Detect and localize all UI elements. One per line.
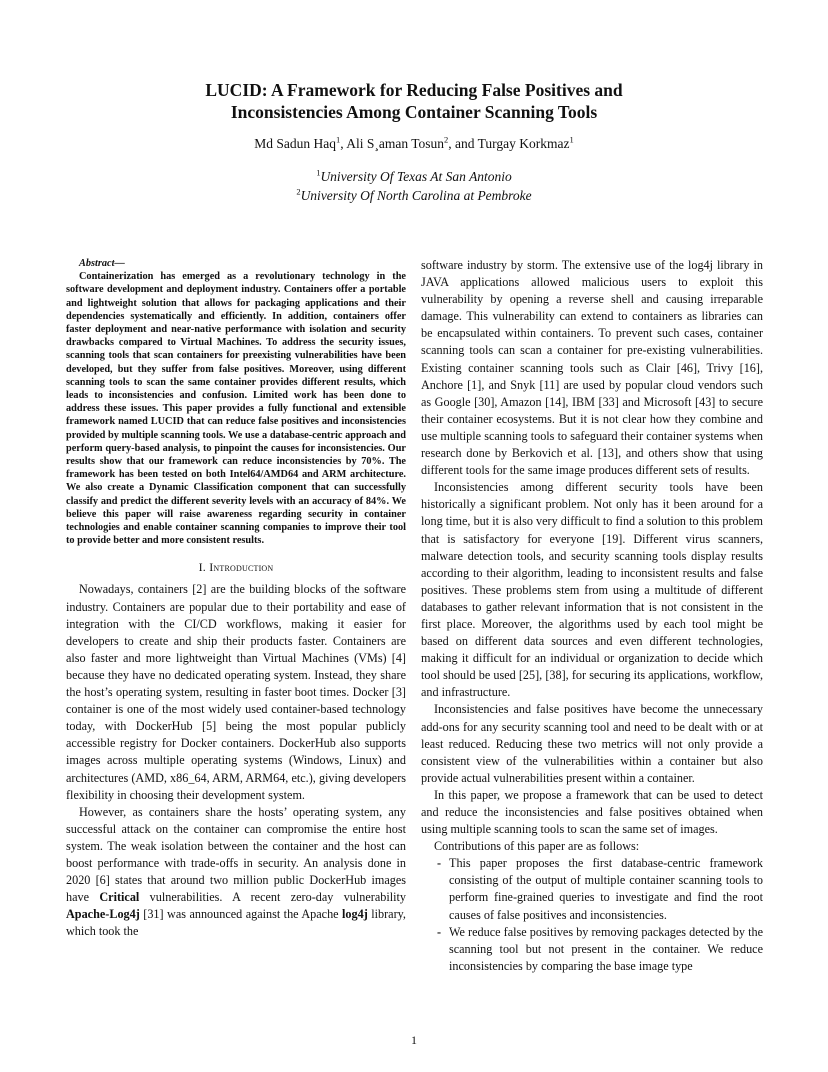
affiliation-1-name: University Of Texas At San Antonio: [320, 169, 512, 184]
right-paragraph-4: In this paper, we propose a framework that can be used to detect and reduce the inconsistencies and false positives obtained when using multiple scanning tools to scan the same set of images.: [421, 787, 763, 837]
intro-paragraph-1: Nowadays, containers [2] are the building blocks of the software industry. Containers are popular due to their portability and ease of integration with the CI/CD workflows, making it easier for developers to create and ship their products faster. Containers are also faster and more lightweight than Virtual Machines (VMs) [4] because they have no dedicated operating system. Instead, they share the host’s operating system, resulting in faster boot times. Docker [3] container is one of the most widely used container-based technology today, with DockerHub [5] being the most popular publicly accessible registry for Docker containers. DockerHub also supports images across multiple operating systems (Windows, Linux) and architectures (AMD, x86_64, ARM, ARM64, etc.), giving developers flexibility in choosing their development system.: [66, 582, 406, 802]
page-number: 1: [411, 1033, 417, 1047]
contribution-text-2: We reduce false positives by removing packages detected by the scanning tool but not present in the container. We reduce inconsistencies by comparing the base image type: [449, 924, 763, 973]
intro-paragraph-2: [66, 804, 406, 941]
section-number: I.: [198, 560, 207, 575]
right-paragraph-1: software industry by storm. The extensive use of the log4j library in JAVA applications allowed malicious users to exploit this vulnerability by opening a reverse shell and causing irreparable damage. This vulnerability can extend to containers as libraries can be encapsulated within containers. To prevent such cases, container scanning tools can scan a container for pre-existing vulnerabilities. Existing container scanning tools such as Clair [46], Trivy [16], Anchore [1], and Snyk [11] are used by popular cloud vendors such as Google [30], Amazon [14], IBM [33] and Microsoft [43] to secure their container ecosystems. But it is not clear how they combine and use multiple scanning tools to safeguard their container systems when research done by Berkovich et al. [13], and others show that using different tools for the same image produces different sets of results.: [421, 258, 763, 478]
bullet-glyph: -: [437, 924, 442, 939]
abstract: [66, 257, 406, 547]
author-3: , and Turgay Korkmaz: [448, 136, 570, 151]
contribution-item-2: [421, 924, 763, 975]
title-line-2: Inconsistencies Among Container Scanning Tools: [230, 102, 598, 122]
right-paragraph-2: Inconsistencies among different security tools have been historically a significant problem. Not only has it been around for a long time, but it is also very difficult to find a solution to this problem that is satisfactory for everyone [19]. Different virus scanners, malware detection tools, and security scanning tools display results according to their algorithm, leading to inconsistent results and false positives. These problems stem from using a multitude of different databases to gather relevant information that is not consistent in the first place. Moreover, the algorithms used by each tool might be based on different data sources and even different technologies, making it difficult for an individual or organization to decide which tool should be used [25], [38], for securing its applications, workflow, and infrastructure.: [421, 480, 763, 700]
affiliation-2: [80, 186, 748, 205]
section-title: Introduction: [209, 560, 274, 575]
intro-p2-bold-log4j: log4j: [342, 907, 368, 922]
author-list: [80, 135, 748, 153]
left-column: [66, 257, 406, 940]
affiliation-2-sup: 2: [296, 186, 301, 197]
bullet-glyph: -: [437, 856, 442, 871]
author-1: Md Sadun Haq: [254, 136, 336, 151]
author-2: , Ali S¸aman Tosun: [340, 136, 445, 151]
right-paragraph-5: Contributions of this paper are as follows:: [434, 839, 640, 854]
right-column: [421, 257, 763, 975]
intro-p2-bold-apache-log4j: Apache-Log4j: [66, 907, 140, 922]
right-paragraph-3: Inconsistencies and false positives have become the unnecessary add-ons for any security scanning tool and need to be dealt with or at least reduced. Reducing these two metrics will not only provide a consistent view of the vulnerabilities within a container but also provide actual vulnerabilities present within a container.: [421, 702, 763, 785]
title-line-1: LUCID: A Framework for Reducing False Positives and: [205, 80, 623, 100]
intro-p2-text-4: library, which took the: [66, 907, 406, 939]
affiliation-1-sup: 1: [316, 167, 321, 178]
contributions-list: [421, 855, 763, 975]
intro-p2-text-1: However, as containers share the hosts’ operating system, any successful attack on the container can compromise the entire host system. The weak isolation between the container and the host can boost performance with trade-offs in security. An analysis done in 2020 [6] states that around two million public DockerHub images have: [66, 804, 406, 905]
author-1-sup: 1: [335, 134, 341, 145]
contribution-item-1: [421, 855, 763, 923]
section-heading-introduction: [66, 559, 406, 575]
paper-title: [80, 79, 748, 123]
intro-p2-text-3: [31] was announced against the Apache: [139, 907, 343, 922]
intro-p2-text-2: vulnerabilities. A recent zero-day vulnerability: [139, 890, 406, 905]
abstract-text: Containerization has emerged as a revolutionary technology in the software development and deployment industry. Containers offer a portable and lightweight solution that allows for packaging applications and their dependencies systematically and efficiently. In addition, containers offer faster deployment and near-native performance with isolation and security drawbacks compared to Virtual Machines. To address the security issues, scanning tools that scan containers for preexisting vulnerabilities have been developed, but they suffer from false positives. Moreover, using different scanning tools to scan the same container provides different results, which leads to inconsistencies and confusion. Limited work has been done to address these issues. This paper provides a fully functional and extensible framework named LUCID that can reduce false positives and inconsistencies provided by multiple scanning tools. We use a database-centric approach and perform query-based analysis, to pinpoint the causes for inconsistencies. Our results show that our framework can reduce inconsistencies by 70%. The framework has been tested on both Intel64/AMD64 and ARM architecture. We also create a Dynamic Classification component that can successfully classify and predict the different severity levels with an accuracy of 84%. We believe this paper will raise awareness regarding security in container technologies and enable container scanning companies to improve their tool to provide better and more consistent results.: [66, 271, 406, 547]
intro-p2-bold-critical: Critical: [99, 890, 140, 905]
abstract-heading: Abstract—: [79, 258, 125, 269]
author-3-sup: 1: [569, 134, 574, 145]
contribution-text-1: This paper proposes the first database-centric framework consisting of the output of multiple container scanning tools to perform fine-grained queries to investigate and find the root causes of false positives and inconsistencies.: [449, 856, 763, 922]
affiliation-2-name: University Of North Carolina at Pembroke: [300, 188, 532, 203]
affiliation-1: [80, 167, 748, 186]
affiliations: [80, 167, 748, 205]
author-2-sup: 2: [444, 134, 449, 145]
